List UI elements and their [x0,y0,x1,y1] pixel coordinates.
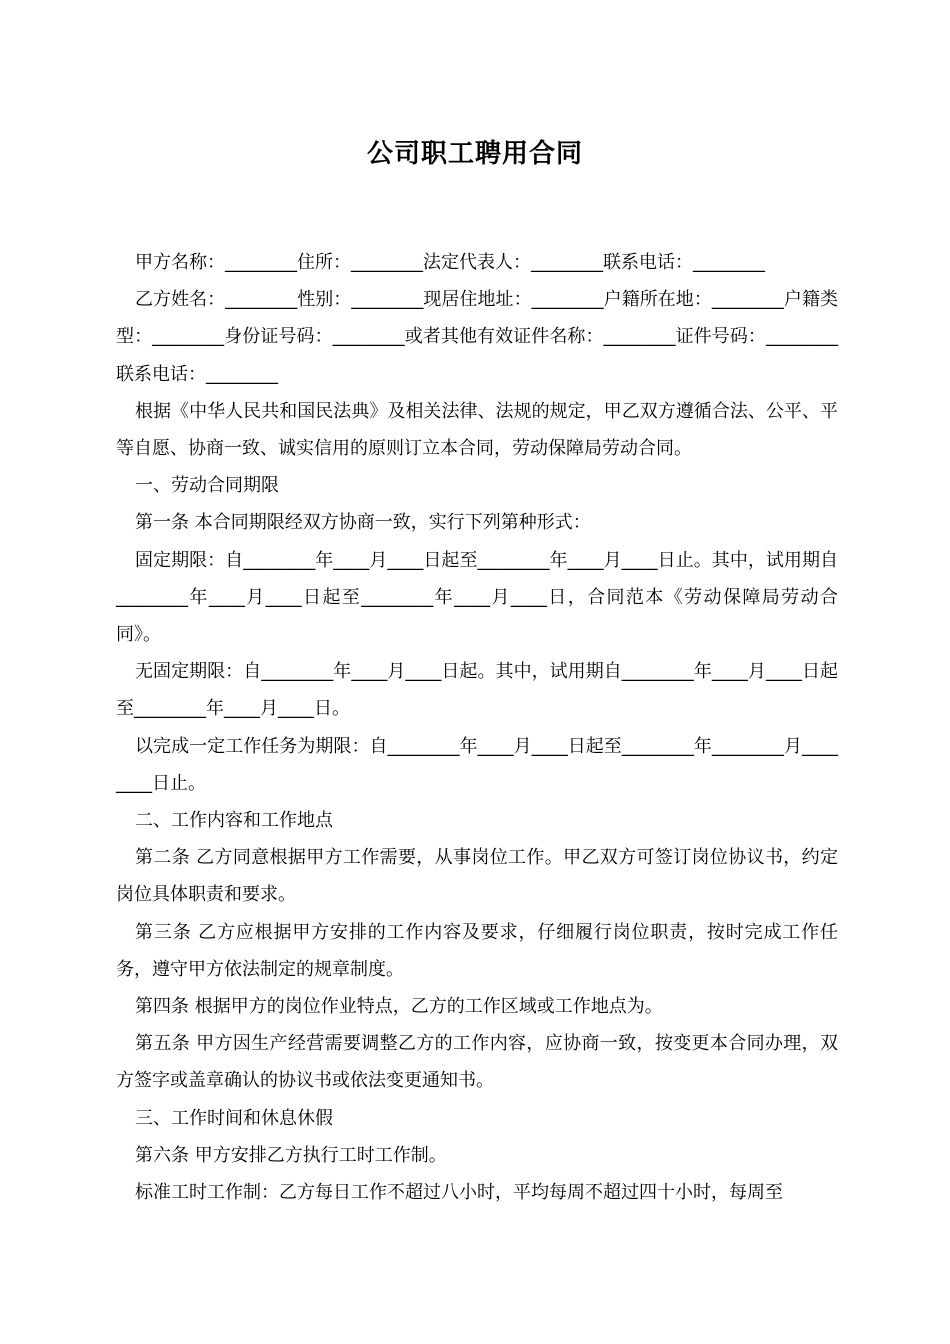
party-a-info: 甲方名称：________住所：________法定代表人：________联系电话：________ [135,252,765,273]
document-body [116,244,838,1211]
section-heading-contract-term: 一、劳动合同期限 [135,475,279,497]
open-term-clause: 无固定期限：自________年____月____日起。其中，试用期自________年____月____日起至________年____月____日。 [116,661,838,720]
article-5: 第五条 甲方因生产经营需要调整乙方的工作内容，应协商一致，按变更本合同办理，双方签字或盖章确认的协议书或依法变更通知书。 [116,1033,838,1092]
section-heading-working-hours: 三、工作时间和休息休假 [135,1107,333,1129]
fixed-term-clause: 固定期限：自________年____月____日起至________年____月____日止。其中，试用期自________年____月____日起至________年____月____日，合同范本《劳动保障局劳动合同》。 [116,549,838,646]
party-b-info: 乙方姓名：________性别：________现居住地址：________户籍所在地：________户籍类型：________身份证号码：________或者其他有效证件名称：________证件号码：________联系电话：________ [116,289,838,385]
standard-hours-clause: 标准工时工作制：乙方每日工作不超过八小时，平均每周不超过四十小时，每周至 [135,1182,783,1204]
article-6: 第六条 甲方安排乙方执行工时工作制。 [135,1144,447,1166]
document-title: 公司职工聘用合同 [366,139,583,169]
task-term-clause: 以完成一定工作任务为期限：自________年____月____日起至________年________月________日止。 [116,735,838,794]
article-3: 第三条 乙方应根据甲方安排的工作内容及要求，仔细履行岗位职责，按时完成工作任务，遵守甲方依法制定的规章制度。 [116,921,838,980]
preamble-paragraph: 根据《中华人民共和国民法典》及相关法律、法规的规定，甲乙双方遵循合法、公平、平等自愿、协商一致、诚实信用的原则订立本合同，劳动保障局劳动合同。 [116,400,838,460]
article-4: 第四条 根据甲方的岗位作业特点，乙方的工作区域或工作地点为。 [135,996,663,1018]
section-heading-work-content: 二、工作内容和工作地点 [135,810,333,832]
article-2: 第二条 乙方同意根据甲方工作需要，从事岗位工作。甲乙双方可签订岗位协议书，约定岗位具体职责和要求。 [116,847,838,906]
article-1: 第一条 本合同期限经双方协商一致，实行下列第种形式： [135,512,591,534]
